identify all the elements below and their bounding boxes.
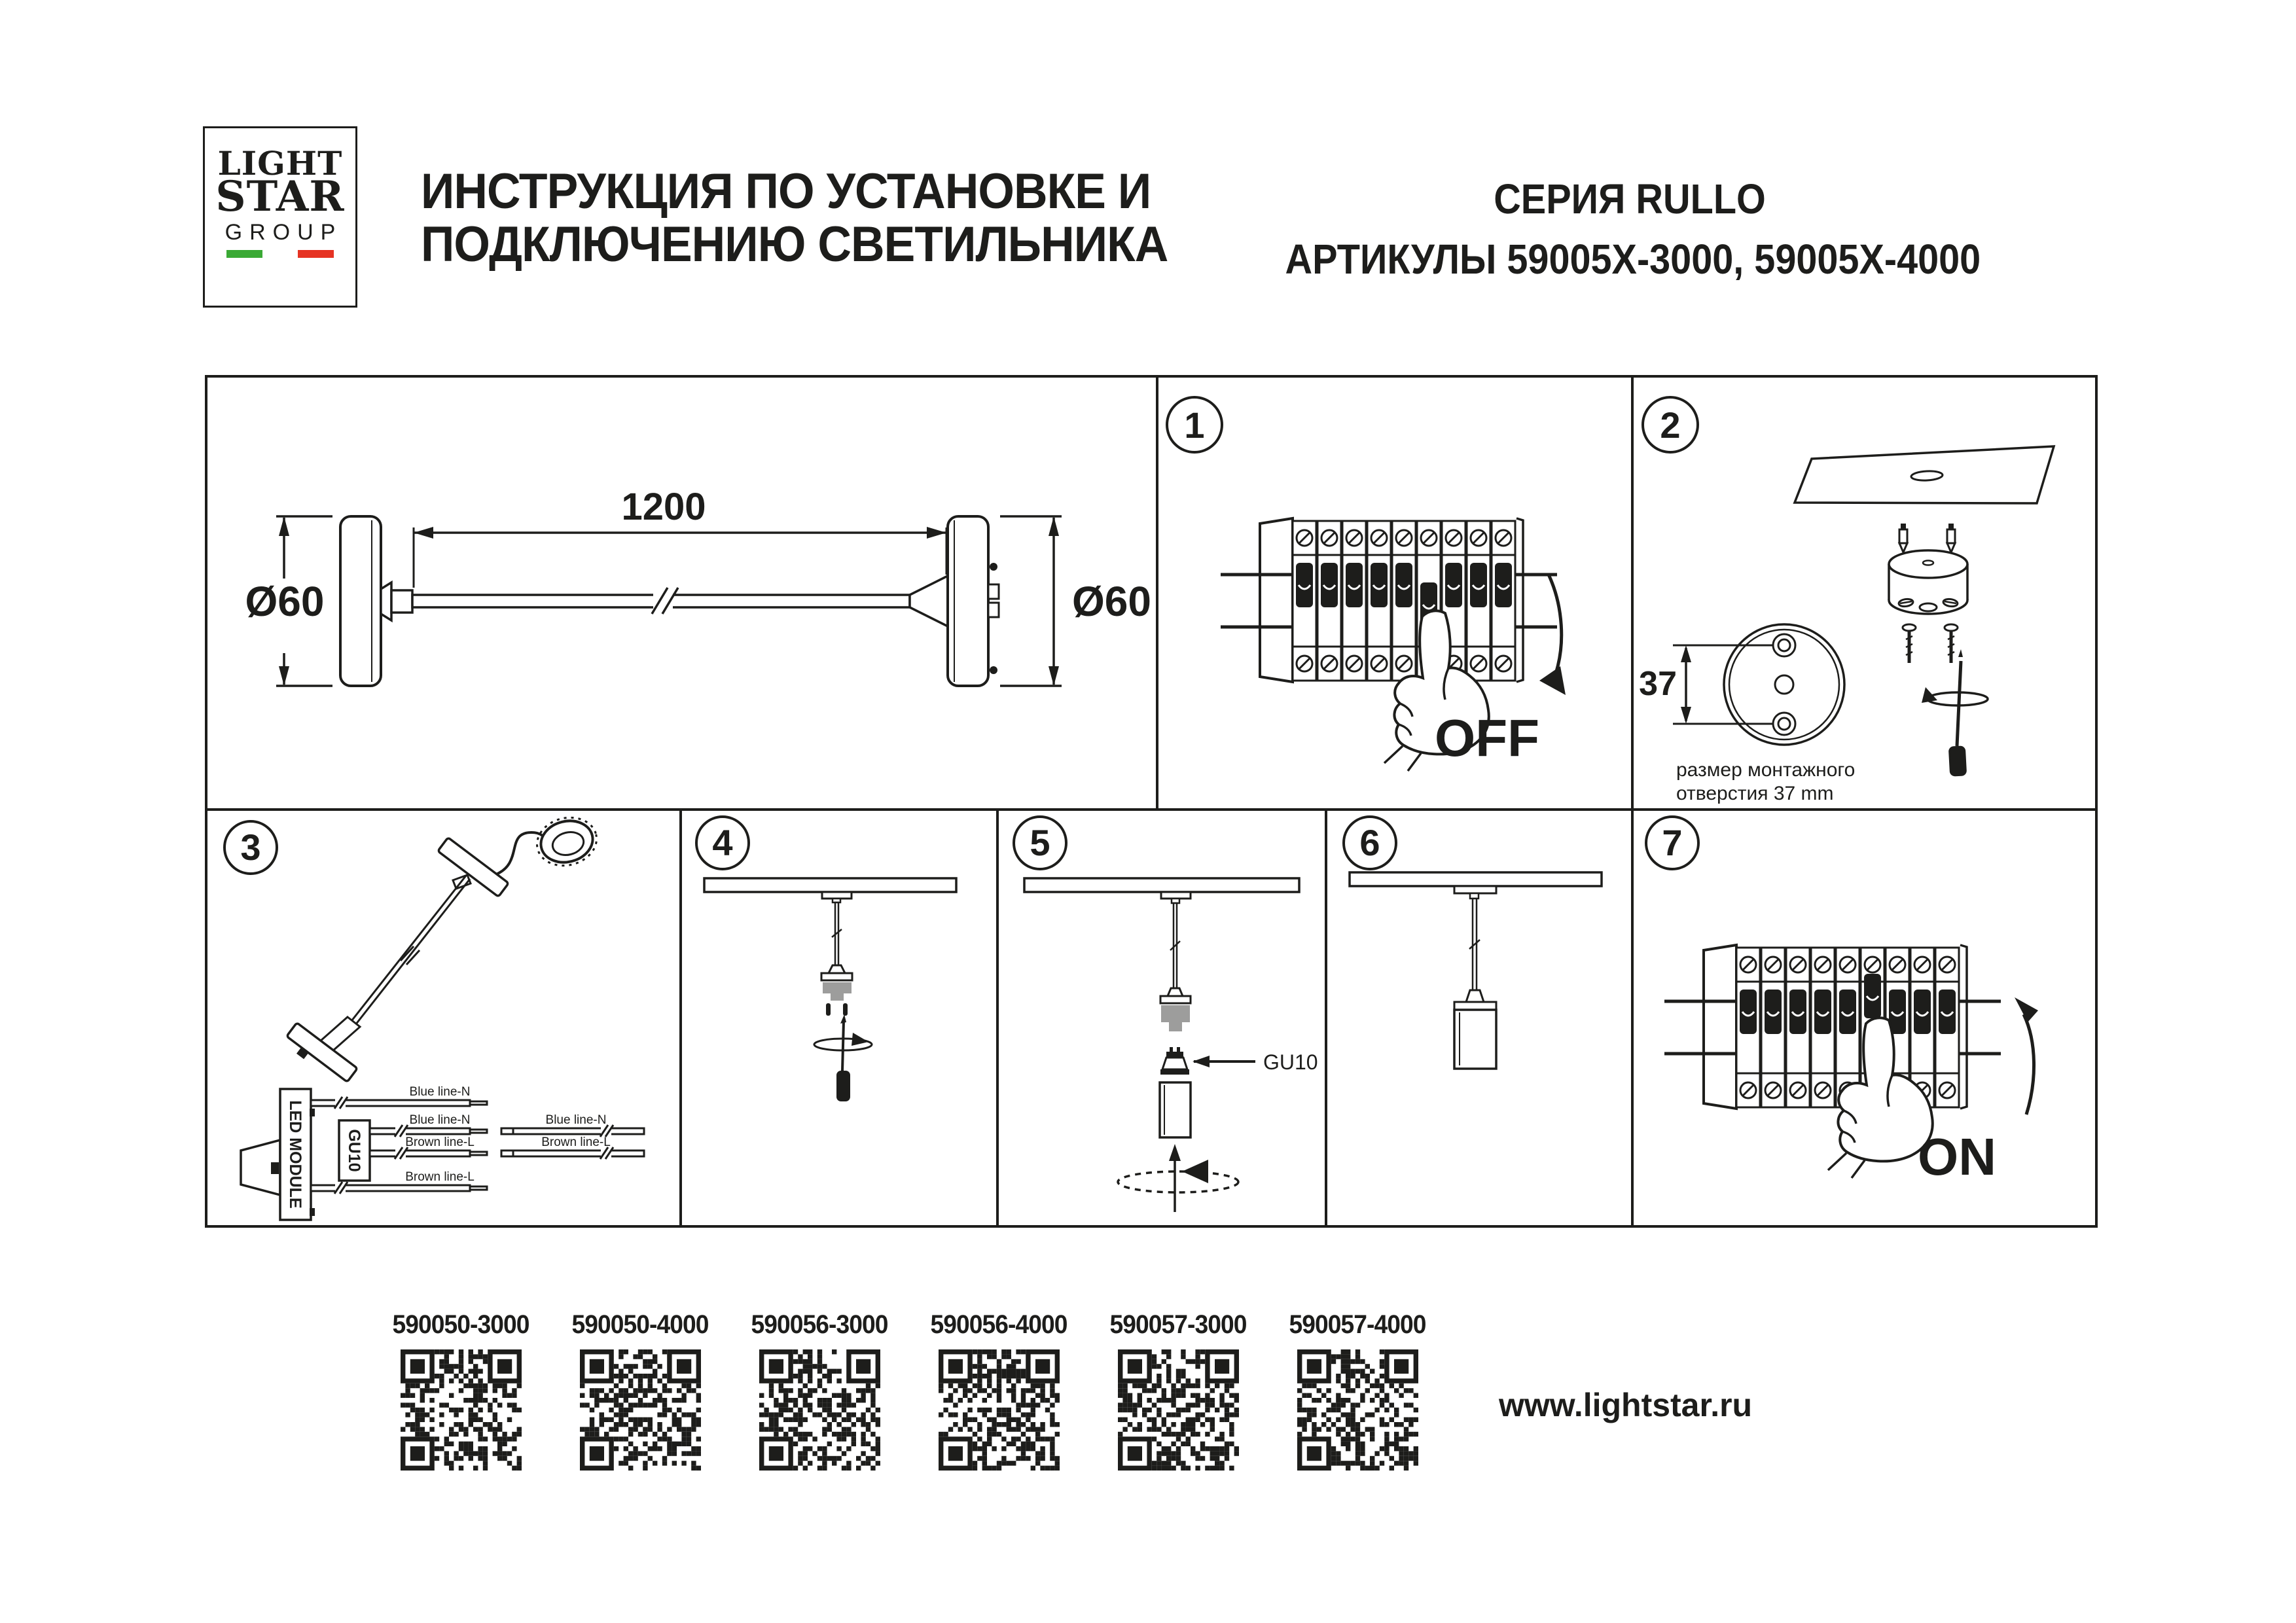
panel-step-4 xyxy=(678,808,995,1228)
wire-label: Brown line-L xyxy=(405,1170,475,1184)
qr-code xyxy=(401,1349,522,1471)
screwdriver-icon xyxy=(814,1014,872,1101)
title-line-2: ПОДКЛЮЧЕНИЮ СВЕТИЛЬНИКА xyxy=(421,217,1168,272)
dimension-d60-left xyxy=(245,516,332,686)
wiring-diagram xyxy=(241,1085,644,1220)
ceiling-icon xyxy=(1350,872,1602,886)
step-4-number: 4 xyxy=(712,822,733,863)
on-label: ON xyxy=(1918,1128,1996,1186)
canopy-icon xyxy=(1889,550,1967,614)
lightstar-logo xyxy=(203,126,357,308)
wire-blue-mid xyxy=(370,1113,487,1137)
arrow-up-icon xyxy=(2015,997,2038,1115)
qr-code xyxy=(1118,1349,1239,1471)
logo-word-star: STAR xyxy=(215,172,345,221)
wire-blue-right xyxy=(501,1113,644,1137)
cord-and-socket-icon xyxy=(1160,892,1191,1031)
step-5-number: 5 xyxy=(1030,822,1050,863)
ceiling-icon xyxy=(704,878,956,892)
finished-pendant-icon xyxy=(1454,886,1496,1069)
panel-step-2 xyxy=(1630,375,2098,808)
ceiling-icon xyxy=(1024,878,1299,892)
panel-step-1 xyxy=(1155,375,1630,808)
qr-code xyxy=(580,1349,701,1471)
wire-label: Brown line-L xyxy=(541,1135,611,1149)
lamp-assembly-icon xyxy=(282,812,602,1088)
logo-word-group: GROUP xyxy=(224,220,343,245)
step-6-number: 6 xyxy=(1359,822,1380,863)
shade-cylinder-icon xyxy=(1160,1082,1191,1137)
wire-brown-bottom xyxy=(311,1170,487,1194)
wire-label: Blue line-N xyxy=(545,1113,607,1127)
qr-code xyxy=(939,1349,1060,1471)
website-url: www.lightstar.ru xyxy=(1499,1387,1753,1423)
wire-label: Brown line-L xyxy=(405,1135,475,1149)
off-label: OFF xyxy=(1435,709,1539,767)
article-numbers: АРТИКУЛЫ 59005X-3000, 59005X-4000 xyxy=(1285,236,1981,283)
diameter-left-label: Ø60 xyxy=(245,578,325,625)
rotate-up-arrow-icon xyxy=(1118,1144,1238,1212)
italian-flag-icon xyxy=(226,250,334,258)
step-2-number: 2 xyxy=(1660,404,1681,446)
gu10-bulb-label: GU10 xyxy=(1263,1050,1318,1074)
wire-label: Blue line-N xyxy=(409,1113,471,1127)
title-line-1: ИНСТРУКЦИЯ ПО УСТАНОВКЕ И xyxy=(421,164,1151,219)
panel-step-7 xyxy=(1630,808,2098,1228)
panel-step-5 xyxy=(995,808,1323,1228)
panel-dimensions xyxy=(205,375,1155,808)
cable-length-label: 1200 xyxy=(621,486,706,528)
dimension-d60-right xyxy=(1000,516,1151,686)
gu10-bulb-icon xyxy=(1160,1047,1318,1075)
cord-and-socket-icon xyxy=(821,892,852,1016)
screwdriver-icon xyxy=(1922,649,1988,777)
step-7-number: 7 xyxy=(1662,822,1683,863)
step-1-number: 1 xyxy=(1184,404,1205,446)
series-info xyxy=(1247,169,2013,289)
qr-article-label: 590050-4000 xyxy=(571,1310,709,1339)
wire-blue-top xyxy=(311,1085,487,1109)
panel-step-6 xyxy=(1323,808,1630,1228)
anchor-plugs-icon xyxy=(1899,524,1955,552)
qr-code xyxy=(1297,1349,1418,1471)
led-module-label: LED MODULE xyxy=(286,1100,304,1209)
gu10-box-label: GU10 xyxy=(345,1129,363,1172)
pendant-side-view xyxy=(340,516,999,686)
arrow-down-icon xyxy=(1539,575,1566,695)
wire-label: Blue line-N xyxy=(409,1085,471,1099)
qr-code xyxy=(759,1349,880,1471)
qr-article-label: 590056-4000 xyxy=(930,1310,1067,1339)
series-name: СЕРИЯ RULLO xyxy=(1494,175,1766,223)
ceiling-plate-icon xyxy=(1795,446,2054,503)
wire-brown-right xyxy=(501,1135,644,1159)
qr-article-label: 590056-3000 xyxy=(751,1310,888,1339)
panel-step-3 xyxy=(205,808,678,1228)
wire-brown-mid xyxy=(370,1135,487,1159)
qr-article-label: 590057-4000 xyxy=(1289,1310,1426,1339)
qr-article-label: 590057-3000 xyxy=(1109,1310,1247,1339)
hole-caption-line-1: размер монтажного xyxy=(1676,759,1856,781)
screws-icon xyxy=(1903,624,1958,663)
hole-dim-label: 37 xyxy=(1639,665,1677,703)
page-title xyxy=(421,165,1239,271)
dimension-1200 xyxy=(414,486,946,588)
hole-caption-line-2: отверстия 37 mm xyxy=(1676,783,1834,804)
logo-word-light: LIGHT xyxy=(217,144,343,183)
step-3-number: 3 xyxy=(240,827,261,868)
qr-article-label: 590050-3000 xyxy=(392,1310,529,1339)
mounting-hole-detail xyxy=(1639,624,1844,745)
diameter-right-label: Ø60 xyxy=(1072,578,1151,625)
